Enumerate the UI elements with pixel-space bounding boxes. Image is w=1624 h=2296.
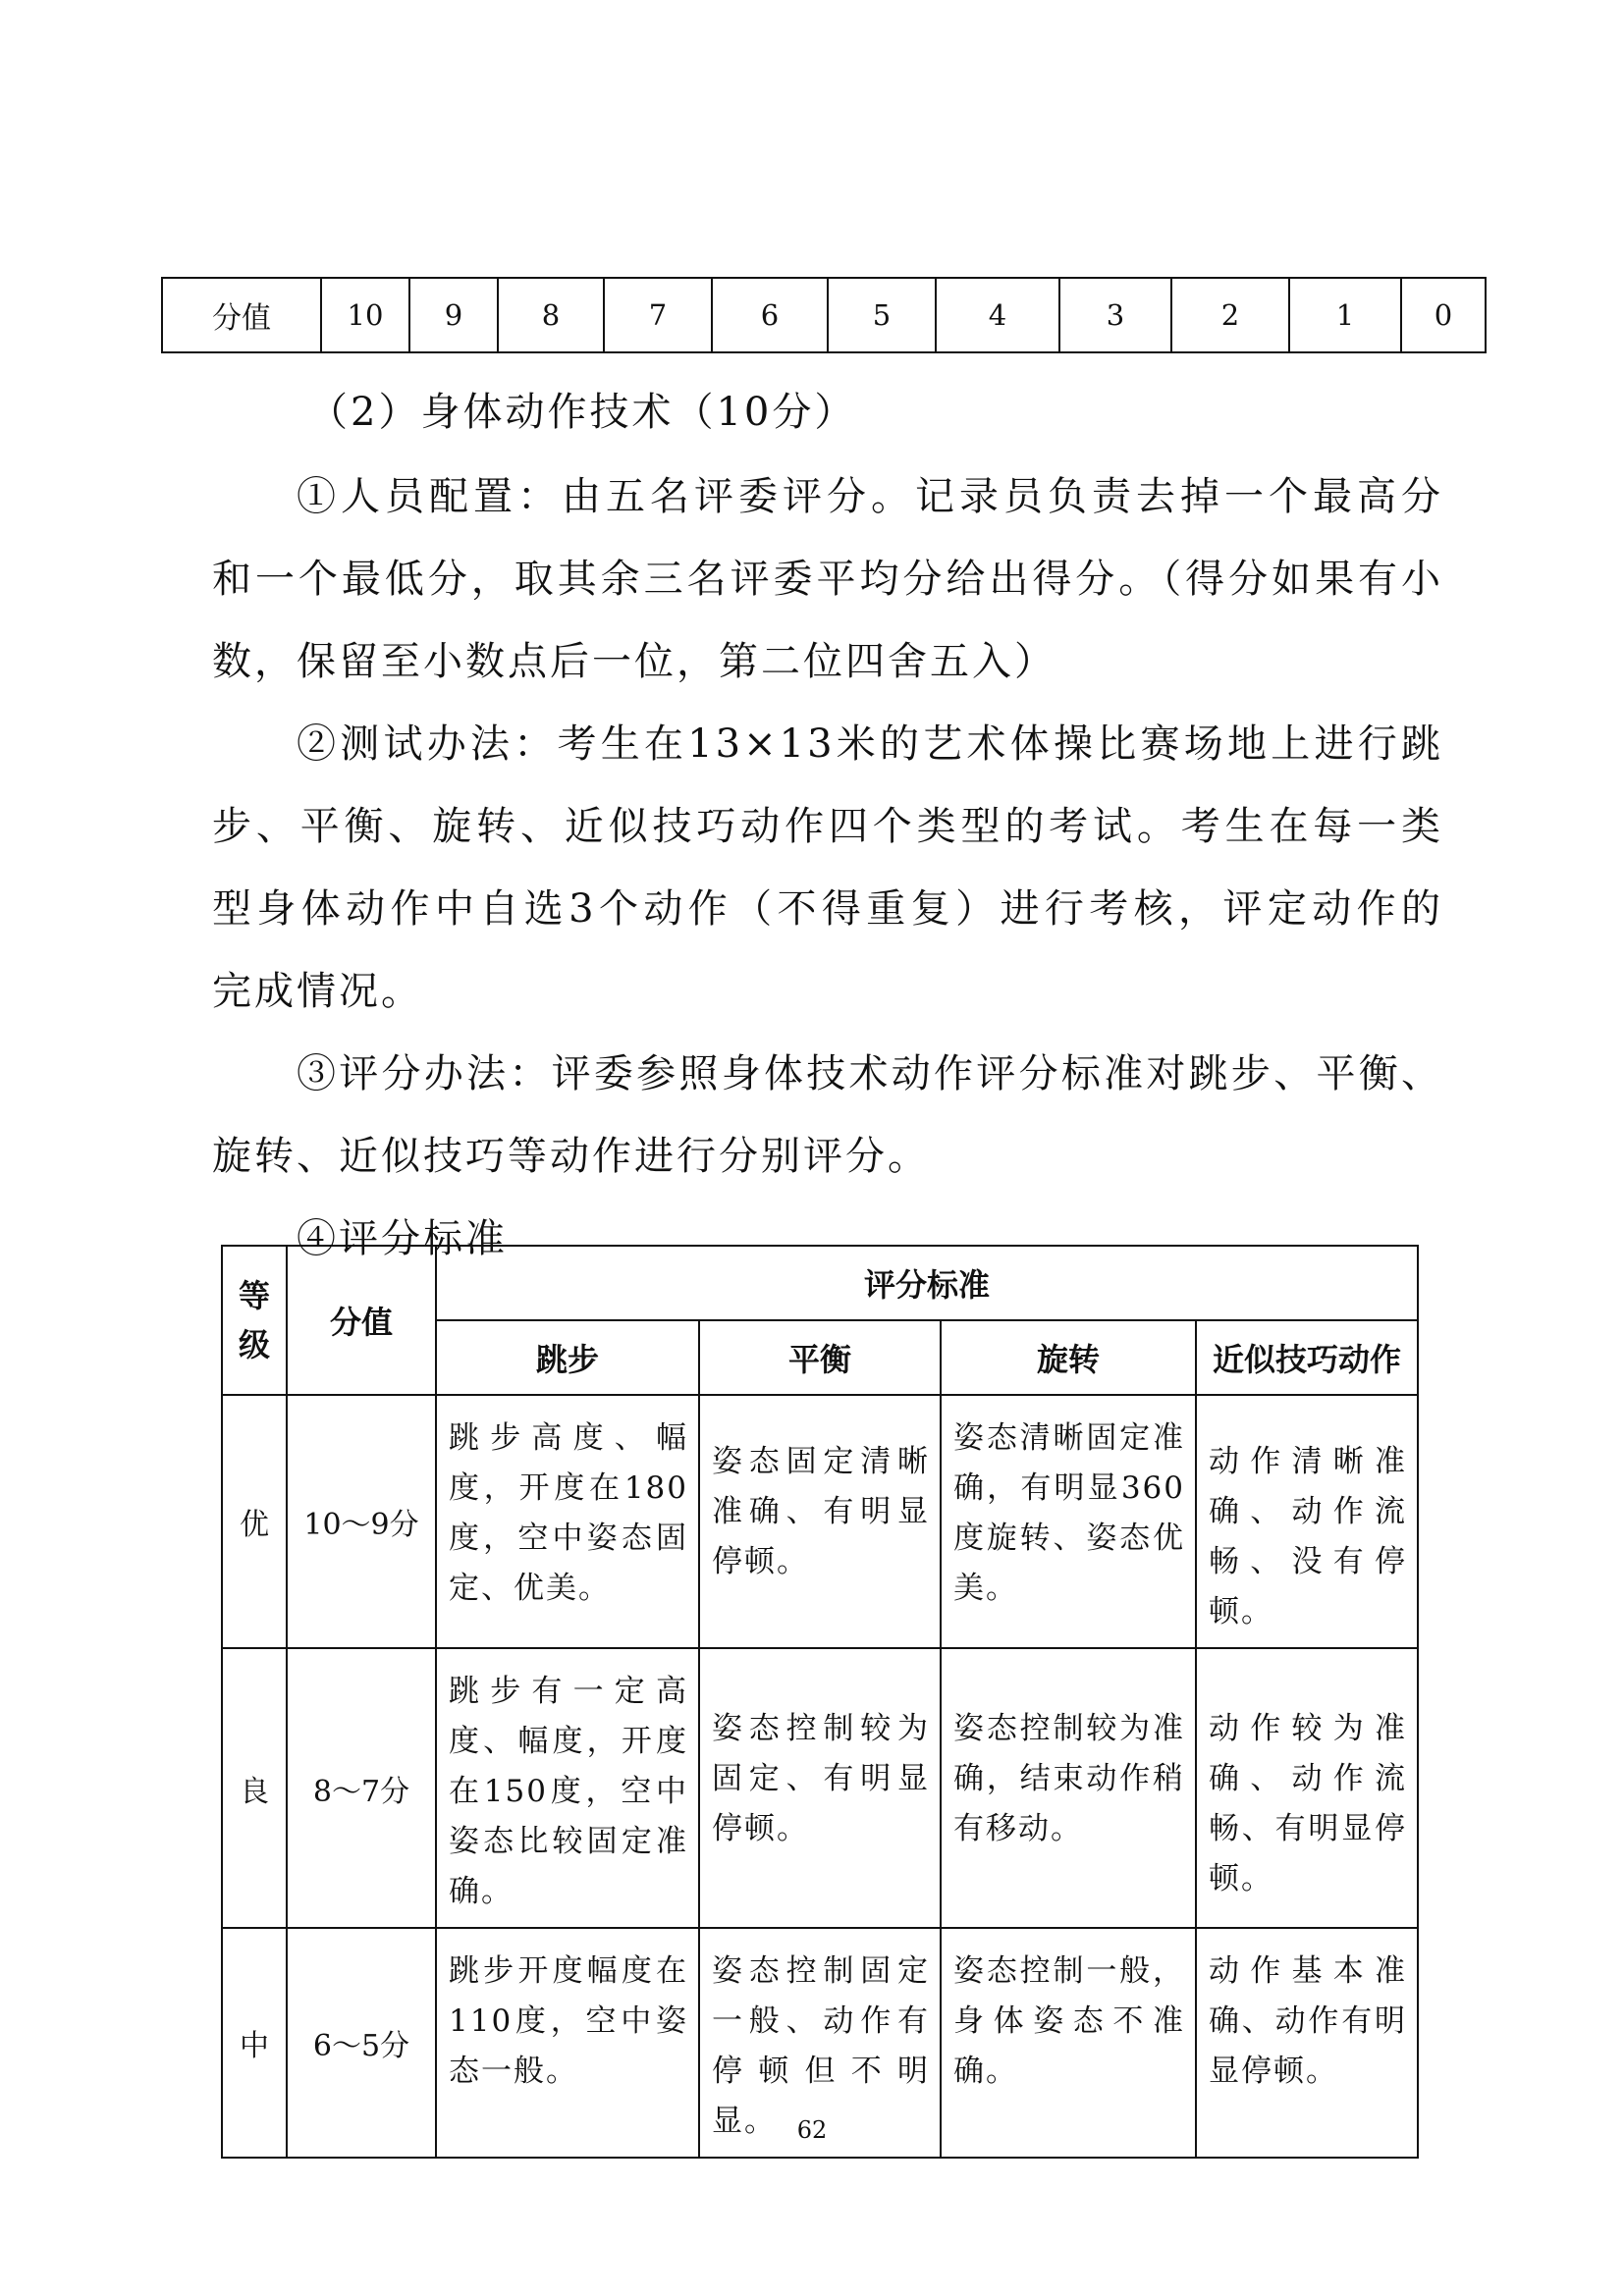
score-range-cell: 10～9分 [287, 1395, 436, 1648]
paragraph-line: 完成情况。 [212, 969, 423, 1014]
score-cell: 5 [828, 278, 936, 352]
table-row [222, 1395, 1418, 1648]
level-cell: 良 [222, 1648, 287, 1928]
header-balance: 平衡 [699, 1320, 941, 1395]
jump-criteria: 跳步开度幅度在110度，空中姿态一般。 [436, 1928, 699, 2158]
paragraph-line: 数，保留至小数点后一位，第二位四舍五入） [212, 639, 1056, 684]
paragraph-line: ②测试办法：考生在13×13米的艺术体操比赛场地上进行跳 [297, 721, 1443, 767]
header-turn: 旋转 [941, 1320, 1196, 1395]
header-criteria: 评分标准 [436, 1246, 1418, 1320]
score-label: 分值 [162, 278, 321, 352]
balance-criteria: 姿态控制固定一般、动作有停顿但不明显。 [699, 1928, 941, 2158]
acrobatic-criteria: 动作清晰准确、动作流畅、没有停顿。 [1196, 1395, 1418, 1648]
turn-criteria: 姿态清晰固定准确，有明显360度旋转、姿态优美。 [941, 1395, 1196, 1648]
score-range-cell: 6～5分 [287, 1928, 436, 2158]
standard-heading: ④评分标准 [297, 1216, 508, 1261]
level-cell: 优 [222, 1395, 287, 1648]
header-level [222, 1246, 287, 1395]
acrobatic-criteria: 动作较为准确、动作流畅、有明显停顿。 [1196, 1648, 1418, 1928]
balance-criteria: 姿态固定清晰准确、有明显停顿。 [699, 1395, 941, 1648]
score-cell: 8 [498, 278, 604, 352]
balance-criteria: 姿态控制较为固定、有明显停顿。 [699, 1648, 941, 1928]
turn-criteria: 姿态控制一般，身体姿态不准确。 [941, 1928, 1196, 2158]
grading-table [221, 1245, 1419, 2159]
paragraph-line: ①人员配置：由五名评委评分。记录员负责去掉一个最高分 [297, 474, 1443, 519]
score-cell: 9 [409, 278, 498, 352]
paragraph-line: 步、平衡、旋转、近似技巧动作四个类型的考试。考生在每一类 [212, 804, 1443, 849]
jump-criteria: 跳步有一定高度、幅度，开度在150度，空中姿态比较固定准确。 [436, 1648, 699, 1928]
jump-criteria: 跳步高度、幅度，开度在180度，空中姿态固定、优美。 [436, 1395, 699, 1648]
score-cell: 10 [321, 278, 409, 352]
table-row [222, 1648, 1418, 1928]
page-number: 62 [796, 2116, 828, 2144]
header-level-label: 等级 [238, 1277, 270, 1363]
paragraph-line: 和一个最低分，取其余三名评委平均分给出得分。（得分如果有小 [212, 557, 1443, 602]
paragraph-line: 型身体动作中自选3个动作（不得重复）进行考核，评定动作的 [212, 886, 1443, 932]
score-cell: 4 [936, 278, 1059, 352]
score-cell: 1 [1289, 278, 1401, 352]
header-jump: 跳步 [436, 1320, 699, 1395]
header-row [222, 1246, 1418, 1320]
paragraph-line: ③评分办法：评委参照身体技术动作评分标准对跳步、平衡、 [297, 1051, 1443, 1096]
score-table [161, 277, 1487, 353]
header-acrobatic: 近似技巧动作 [1196, 1320, 1418, 1395]
score-range-cell: 8～7分 [287, 1648, 436, 1928]
score-row [162, 278, 1486, 352]
score-cell: 2 [1171, 278, 1289, 352]
score-cell: 3 [1059, 278, 1171, 352]
score-cell: 0 [1401, 278, 1486, 352]
score-cell: 7 [604, 278, 712, 352]
paragraph-line: 旋转、近似技巧等动作进行分别评分。 [212, 1134, 930, 1179]
section-heading: （2）身体动作技术（10分） [308, 390, 857, 435]
acrobatic-criteria: 动作基本准确、动作有明显停顿。 [1196, 1928, 1418, 2158]
score-cell: 6 [712, 278, 828, 352]
turn-criteria: 姿态控制较为准确，结束动作稍有移动。 [941, 1648, 1196, 1928]
header-score: 分值 [287, 1246, 436, 1395]
level-cell: 中 [222, 1928, 287, 2158]
